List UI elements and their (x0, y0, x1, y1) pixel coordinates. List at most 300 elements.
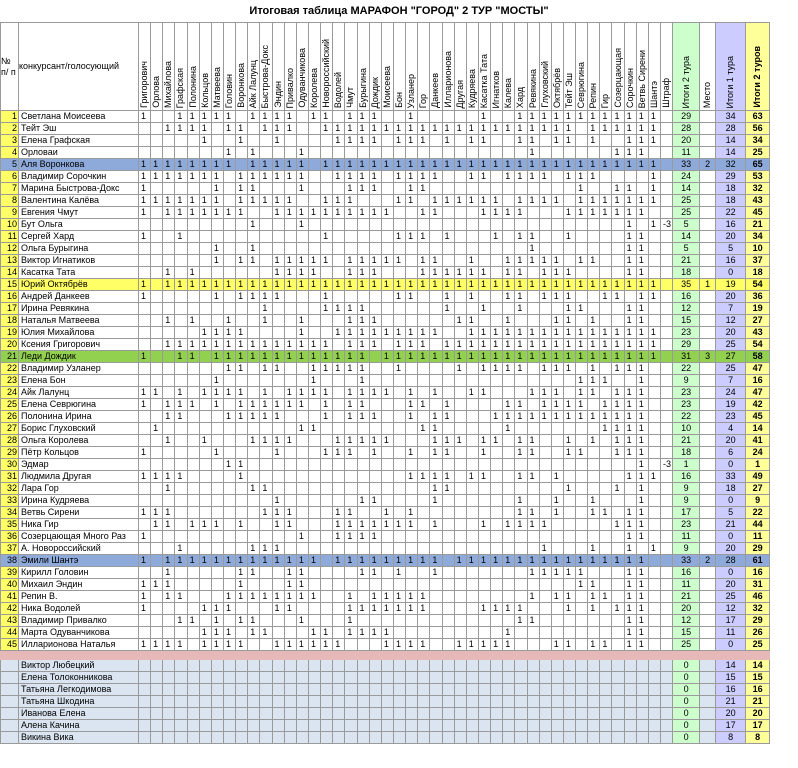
vote-cell (478, 183, 490, 195)
vote-cell: 1 (442, 303, 454, 315)
vote-cell (296, 231, 308, 243)
voter-header (600, 23, 612, 111)
vote-cell (151, 615, 163, 627)
row-number: 20 (1, 339, 19, 351)
vote-cell (600, 267, 612, 279)
vote-cell (381, 543, 393, 555)
vote-cell: 1 (612, 207, 624, 219)
vote-cell: 1 (491, 231, 503, 243)
vote-cell: 1 (296, 327, 308, 339)
vote-cell (466, 519, 478, 531)
vote-cell: 1 (333, 639, 345, 651)
vote-cell: 1 (612, 363, 624, 375)
vote-cell: 1 (466, 135, 478, 147)
vote-cell (466, 507, 478, 519)
vote-cell: 1 (345, 183, 357, 195)
vote-cell: 1 (296, 531, 308, 543)
vote-cell (491, 507, 503, 519)
vote-cell (151, 591, 163, 603)
row-number: 37 (1, 543, 19, 555)
vote-cell: 1 (236, 279, 248, 291)
vote-cell (139, 567, 151, 579)
vote-cell (648, 399, 660, 411)
contestant-name: Илларионова Наталья (19, 639, 139, 651)
vote-cell: 1 (624, 507, 636, 519)
vote-cell (260, 147, 272, 159)
vote-cell: 1 (381, 159, 393, 171)
vote-cell: 1 (466, 255, 478, 267)
vote-cell (491, 315, 503, 327)
vote-cell (588, 219, 600, 231)
vote-cell: 1 (175, 195, 187, 207)
header-place-label: Место (702, 81, 713, 108)
vote-cell (187, 567, 199, 579)
tour2-score: 23 (673, 519, 700, 531)
table-row (1, 171, 770, 183)
vote-cell (648, 147, 660, 159)
vote-cell: 1 (636, 279, 648, 291)
vote-cell (357, 732, 369, 744)
vote-cell (333, 660, 345, 672)
vote-cell (491, 423, 503, 435)
vote-cell (661, 135, 673, 147)
vote-cell: 1 (612, 399, 624, 411)
vote-cell (563, 495, 575, 507)
vote-cell (248, 267, 260, 279)
vote-cell (199, 591, 211, 603)
vote-cell (661, 291, 673, 303)
vote-cell: 1 (211, 159, 223, 171)
vote-cell (272, 423, 284, 435)
vote-cell (563, 615, 575, 627)
vote-cell: 1 (321, 159, 333, 171)
tour1-score: 20 (716, 579, 746, 591)
voter-header-label: Михайлова (163, 61, 174, 108)
vote-cell (442, 627, 454, 639)
tour1-score: 0 (716, 267, 746, 279)
voter-header (381, 23, 393, 111)
vote-cell (503, 147, 515, 159)
vote-cell: 1 (163, 207, 175, 219)
vote-cell (406, 483, 418, 495)
vote-cell: 1 (369, 411, 381, 423)
vote-cell: 1 (576, 375, 588, 387)
vote-cell: 1 (211, 207, 223, 219)
vote-cell (357, 219, 369, 231)
total-score: 21 (746, 219, 770, 231)
vote-cell: 1 (393, 603, 405, 615)
contestant-name: Елена Севрюгина (19, 399, 139, 411)
vote-cell (442, 507, 454, 519)
vote-cell (442, 459, 454, 471)
vote-cell (478, 219, 490, 231)
place (700, 339, 716, 351)
vote-cell: 1 (187, 339, 199, 351)
vote-cell: 1 (333, 351, 345, 363)
vote-cell (345, 732, 357, 744)
vote-cell: 1 (284, 555, 296, 567)
vote-cell (648, 231, 660, 243)
vote-cell (333, 231, 345, 243)
vote-cell: 1 (393, 231, 405, 243)
vote-cell (163, 495, 175, 507)
vote-cell (223, 672, 235, 684)
vote-cell: 1 (539, 327, 551, 339)
contestant-name: Юрий Октябрёв (19, 279, 139, 291)
row-number: 42 (1, 603, 19, 615)
vote-cell: 1 (648, 111, 660, 123)
vote-cell: 1 (406, 327, 418, 339)
vote-cell (163, 603, 175, 615)
vote-cell (308, 483, 320, 495)
tour2-score: 23 (673, 327, 700, 339)
place (700, 423, 716, 435)
vote-cell (308, 459, 320, 471)
voter-header-label: Кольцов (199, 73, 210, 108)
vote-cell: 1 (248, 399, 260, 411)
vote-cell (478, 672, 490, 684)
vote-cell: 1 (406, 159, 418, 171)
vote-cell (369, 615, 381, 627)
vote-cell (648, 243, 660, 255)
tour1-score: 20 (716, 435, 746, 447)
vote-cell: 1 (576, 207, 588, 219)
vote-cell: 1 (236, 579, 248, 591)
tour2-score: 16 (673, 567, 700, 579)
vote-cell (139, 720, 151, 732)
vote-cell: 1 (491, 159, 503, 171)
vote-cell: 1 (624, 471, 636, 483)
vote-cell: 1 (515, 519, 527, 531)
vote-cell (369, 720, 381, 732)
tour2-score: 21 (673, 255, 700, 267)
place (700, 387, 716, 399)
vote-cell (248, 447, 260, 459)
vote-cell: 1 (357, 207, 369, 219)
vote-cell: 1 (308, 591, 320, 603)
vote-cell (308, 447, 320, 459)
vote-cell: 1 (236, 207, 248, 219)
vote-cell (491, 135, 503, 147)
place (700, 399, 716, 411)
vote-cell (308, 219, 320, 231)
vote-cell (139, 732, 151, 744)
vote-cell (588, 447, 600, 459)
vote-cell: 1 (321, 351, 333, 363)
vote-cell (406, 435, 418, 447)
vote-cell: 1 (527, 591, 539, 603)
vote-cell (223, 543, 235, 555)
vote-cell (503, 435, 515, 447)
vote-cell: 1 (296, 567, 308, 579)
vote-cell: 1 (345, 339, 357, 351)
vote-cell: 1 (576, 195, 588, 207)
vote-cell (661, 483, 673, 495)
vote-cell (223, 171, 235, 183)
vote-cell: 1 (478, 123, 490, 135)
place (700, 375, 716, 387)
vote-cell: 1 (430, 279, 442, 291)
vote-cell: 1 (248, 351, 260, 363)
vote-cell (260, 267, 272, 279)
vote-cell: 1 (636, 111, 648, 123)
vote-cell: 1 (369, 435, 381, 447)
vote-cell: 1 (345, 399, 357, 411)
vote-cell: 1 (393, 123, 405, 135)
total-score: 27 (746, 315, 770, 327)
vote-cell (648, 627, 660, 639)
vote-cell: 1 (515, 507, 527, 519)
vote-cell (661, 639, 673, 651)
vote-cell: 1 (478, 267, 490, 279)
vote-cell: 1 (624, 435, 636, 447)
vote-cell: 1 (199, 123, 211, 135)
vote-cell (175, 531, 187, 543)
vote-cell (211, 684, 223, 696)
vote-cell (430, 459, 442, 471)
vote-cell (139, 243, 151, 255)
vote-cell: 1 (563, 135, 575, 147)
vote-cell (187, 219, 199, 231)
table-row (1, 159, 770, 171)
vote-cell (223, 255, 235, 267)
vote-cell (308, 660, 320, 672)
vote-cell (151, 147, 163, 159)
vote-cell (563, 507, 575, 519)
vote-cell (357, 708, 369, 720)
vote-cell (466, 720, 478, 732)
vote-cell: 1 (175, 171, 187, 183)
vote-cell (333, 375, 345, 387)
vote-cell: 1 (175, 123, 187, 135)
extra-row (1, 696, 770, 708)
vote-cell (454, 531, 466, 543)
voter-header (357, 23, 369, 111)
vote-cell (418, 303, 430, 315)
vote-cell (163, 291, 175, 303)
vote-cell (308, 315, 320, 327)
tour1-score: 19 (716, 399, 746, 411)
vote-cell (515, 243, 527, 255)
vote-cell (284, 135, 296, 147)
vote-cell (418, 243, 430, 255)
vote-cell: 1 (175, 639, 187, 651)
vote-cell (491, 147, 503, 159)
vote-cell: 1 (612, 447, 624, 459)
vote-cell (236, 660, 248, 672)
place (700, 672, 716, 684)
place (700, 363, 716, 375)
vote-cell (406, 708, 418, 720)
place (700, 255, 716, 267)
vote-cell: 1 (381, 351, 393, 363)
tour1-score: 25 (716, 591, 746, 603)
vote-cell: 1 (369, 555, 381, 567)
vote-cell (393, 219, 405, 231)
vote-cell: 1 (211, 519, 223, 531)
vote-cell: 1 (321, 627, 333, 639)
vote-cell (199, 579, 211, 591)
vote-cell (515, 387, 527, 399)
voter-header-label: Севрюгина (576, 61, 587, 108)
place (700, 315, 716, 327)
vote-cell: 1 (296, 315, 308, 327)
vote-cell (163, 627, 175, 639)
vote-cell (369, 219, 381, 231)
vote-cell: 1 (515, 159, 527, 171)
vote-cell (187, 672, 199, 684)
place (700, 495, 716, 507)
tour1-score: 32 (716, 159, 746, 171)
vote-cell: 1 (139, 399, 151, 411)
vote-cell: 1 (272, 411, 284, 423)
vote-cell: 1 (248, 279, 260, 291)
vote-cell (345, 375, 357, 387)
vote-cell: 1 (624, 159, 636, 171)
vote-cell (139, 672, 151, 684)
vote-cell (175, 423, 187, 435)
vote-cell: 1 (139, 195, 151, 207)
vote-cell (321, 555, 333, 567)
vote-cell (478, 660, 490, 672)
vote-cell (308, 471, 320, 483)
vote-cell (454, 519, 466, 531)
row-number: 25 (1, 399, 19, 411)
total-score: 25 (746, 147, 770, 159)
vote-cell (539, 603, 551, 615)
vote-cell: 1 (175, 399, 187, 411)
vote-cell (612, 531, 624, 543)
tour1-score: 27 (716, 351, 746, 363)
vote-cell (418, 696, 430, 708)
vote-cell: 1 (333, 171, 345, 183)
voter-header-label: Глуховский (539, 61, 550, 108)
vote-cell (478, 543, 490, 555)
voter-header (308, 23, 320, 111)
vote-cell (211, 219, 223, 231)
vote-cell: 1 (296, 399, 308, 411)
vote-cell: 1 (369, 111, 381, 123)
vote-cell: 1 (563, 363, 575, 375)
vote-cell: 1 (503, 555, 515, 567)
vote-cell: 1 (333, 207, 345, 219)
vote-cell: 1 (515, 471, 527, 483)
vote-cell (515, 660, 527, 672)
vote-cell (211, 567, 223, 579)
vote-cell: 1 (187, 171, 199, 183)
vote-cell (576, 543, 588, 555)
vote-cell (333, 672, 345, 684)
vote-cell: 1 (187, 111, 199, 123)
vote-cell (296, 483, 308, 495)
vote-cell (357, 672, 369, 684)
vote-cell (612, 219, 624, 231)
vote-cell: 1 (406, 111, 418, 123)
vote-cell (576, 519, 588, 531)
vote-cell (175, 135, 187, 147)
vote-cell (260, 447, 272, 459)
vote-cell (321, 615, 333, 627)
row-number (1, 660, 19, 672)
vote-cell: 1 (296, 639, 308, 651)
vote-cell: 1 (272, 171, 284, 183)
vote-cell: 1 (624, 255, 636, 267)
row-number: 22 (1, 363, 19, 375)
vote-cell (466, 684, 478, 696)
voter-header-label: Гор (418, 93, 429, 108)
vote-cell (187, 459, 199, 471)
vote-cell: 1 (284, 567, 296, 579)
vote-cell (600, 135, 612, 147)
vote-cell (442, 255, 454, 267)
vote-cell (321, 183, 333, 195)
vote-cell: 1 (600, 639, 612, 651)
vote-cell: 1 (406, 591, 418, 603)
vote-cell: 1 (163, 279, 175, 291)
tour1-score: 34 (716, 111, 746, 123)
vote-cell (588, 531, 600, 543)
vote-cell: 1 (466, 291, 478, 303)
vote-cell (515, 684, 527, 696)
vote-cell (576, 696, 588, 708)
vote-cell (223, 195, 235, 207)
tour1-score: 16 (716, 684, 746, 696)
vote-cell: 1 (357, 183, 369, 195)
vote-cell (588, 732, 600, 744)
vote-cell: 1 (491, 339, 503, 351)
vote-cell: 1 (151, 519, 163, 531)
vote-cell: 1 (187, 195, 199, 207)
vote-cell (478, 732, 490, 744)
voter-header-label: Королева (309, 67, 320, 108)
vote-cell (175, 507, 187, 519)
vote-cell: 1 (284, 519, 296, 531)
vote-cell (661, 399, 673, 411)
voter-header (454, 23, 466, 111)
voter-header (272, 23, 284, 111)
vote-cell: 1 (236, 411, 248, 423)
vote-cell (139, 615, 151, 627)
vote-cell (381, 696, 393, 708)
voter-header (223, 23, 235, 111)
vote-cell (321, 423, 333, 435)
vote-cell (151, 111, 163, 123)
vote-cell (369, 399, 381, 411)
vote-cell (308, 732, 320, 744)
vote-cell (223, 720, 235, 732)
voter-header-label: Илларионова (442, 51, 453, 108)
vote-cell: 1 (272, 363, 284, 375)
vote-cell: 1 (624, 147, 636, 159)
vote-cell (381, 708, 393, 720)
vote-cell: 1 (430, 171, 442, 183)
vote-cell: 1 (503, 627, 515, 639)
contestant-name: Алена Качина (19, 720, 139, 732)
vote-cell (539, 495, 551, 507)
place (700, 435, 716, 447)
vote-cell (260, 327, 272, 339)
results-table (0, 22, 770, 744)
vote-cell (296, 447, 308, 459)
vote-cell (588, 672, 600, 684)
vote-cell (539, 639, 551, 651)
vote-cell (284, 627, 296, 639)
vote-cell (381, 195, 393, 207)
vote-cell: 1 (418, 399, 430, 411)
vote-cell (260, 732, 272, 744)
vote-cell (442, 615, 454, 627)
vote-cell (612, 267, 624, 279)
